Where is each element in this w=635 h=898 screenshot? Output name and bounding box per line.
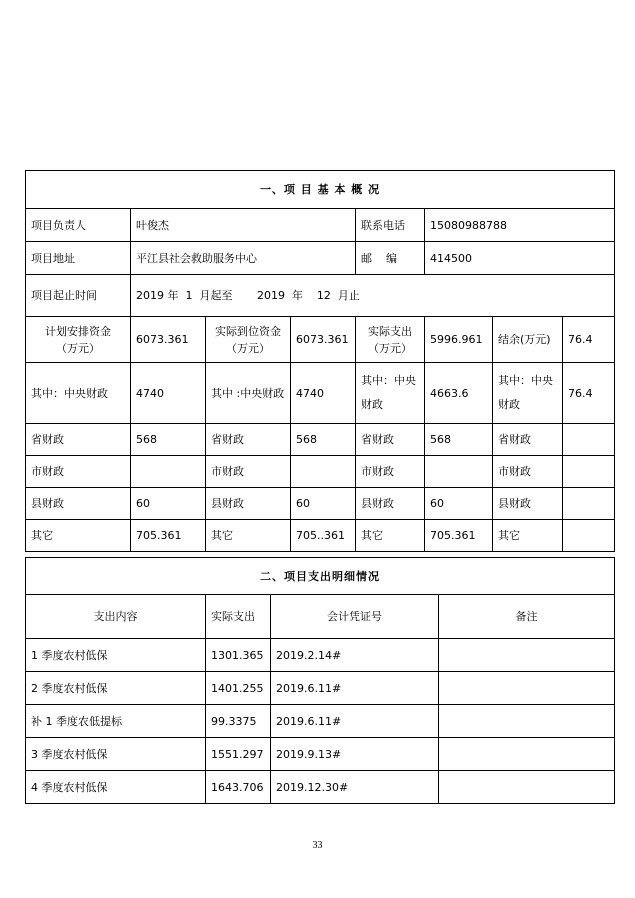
county-label: 县财政 [26, 488, 131, 520]
period-label: 项目起止时间 [26, 275, 131, 317]
spent-label-line1: 实际支出 [368, 324, 412, 338]
county-spent: 60 [425, 488, 493, 520]
city-balance [563, 456, 615, 488]
city-label: 市财政 [26, 456, 131, 488]
row-amount: 99.3375 [206, 705, 271, 738]
spent-label-line2: （万元） [368, 341, 412, 355]
page-number: 33 [312, 840, 323, 851]
row-amount: 1643.706 [206, 771, 271, 804]
province-spent: 568 [425, 424, 493, 456]
row-content: 2 季度农村低保 [26, 672, 206, 705]
row-content: 1 季度农村低保 [26, 639, 206, 672]
row-voucher: 2019.12.30# [271, 771, 439, 804]
row-content: 补 1 季度农低提标 [26, 705, 206, 738]
header-remark: 备注 [439, 595, 615, 639]
row-voucher: 2019.6.11# [271, 705, 439, 738]
province-spent-label: 省财政 [356, 424, 425, 456]
plan-label [26, 317, 131, 363]
city-arrived-label: 市财政 [206, 456, 291, 488]
address-label: 项目地址 [26, 242, 131, 275]
table-row [26, 771, 615, 804]
central-arrived-label: 其中 :中央财政 [206, 363, 291, 424]
period-value: 2019 年 1 月起至 2019 年 12 月止 [131, 275, 615, 317]
expenditure-detail-table [25, 557, 615, 804]
arrived-label-line1: 实际到位资金 [215, 324, 281, 338]
central-spent-label-line1: 其中：中央 [361, 374, 416, 387]
other-arrived-label: 其它 [206, 520, 291, 552]
city-arrived [291, 456, 356, 488]
county-arrived-label: 县财政 [206, 488, 291, 520]
province-arrived-label: 省财政 [206, 424, 291, 456]
province-arrived: 568 [291, 424, 356, 456]
postcode-value: 414500 [425, 242, 615, 275]
plan-label-line1: 计划安排资金 [45, 324, 111, 338]
other-spent-label: 其它 [356, 520, 425, 552]
leader-value: 叶俊杰 [131, 209, 356, 242]
other-balance [563, 520, 615, 552]
central-balance-label-line2: 财政 [498, 398, 520, 411]
city-spent [425, 456, 493, 488]
other-balance-label: 其它 [493, 520, 563, 552]
city-spent-label: 市财政 [356, 456, 425, 488]
central-plan: 4740 [131, 363, 206, 424]
county-arrived: 60 [291, 488, 356, 520]
header-content: 支出内容 [26, 595, 206, 639]
row-voucher: 2019.6.11# [271, 672, 439, 705]
central-label: 其中：中央财政 [26, 363, 131, 424]
county-balance-label: 县财政 [493, 488, 563, 520]
province-balance [563, 424, 615, 456]
plan-label-line2: （万元） [56, 341, 100, 355]
table-row [26, 672, 615, 705]
other-spent: 705.361 [425, 520, 493, 552]
central-balance-label-line1: 其中：中央 [498, 374, 553, 387]
other-label: 其它 [26, 520, 131, 552]
table-row [26, 639, 615, 672]
city-plan [131, 456, 206, 488]
province-label: 省财政 [26, 424, 131, 456]
province-plan: 568 [131, 424, 206, 456]
phone-label: 联系电话 [356, 209, 425, 242]
leader-label: 项目负责人 [26, 209, 131, 242]
table-row [26, 705, 615, 738]
row-voucher: 2019.9.13# [271, 738, 439, 771]
central-arrived: 4740 [291, 363, 356, 424]
row-content: 3 季度农村低保 [26, 738, 206, 771]
row-remark [439, 639, 615, 672]
row-amount: 1301.365 [206, 639, 271, 672]
row-remark [439, 672, 615, 705]
county-spent-label: 县财政 [356, 488, 425, 520]
row-amount: 1401.255 [206, 672, 271, 705]
table-row [26, 738, 615, 771]
county-balance [563, 488, 615, 520]
central-balance-label [493, 363, 563, 424]
row-remark [439, 771, 615, 804]
row-amount: 1551.297 [206, 738, 271, 771]
section2-title: 二、项目支出明细情况 [26, 558, 615, 595]
phone-value: 15080988788 [425, 209, 615, 242]
balance-value: 76.4 [563, 317, 615, 363]
spent-label [356, 317, 425, 363]
basic-info-table [25, 170, 615, 552]
row-remark [439, 705, 615, 738]
arrived-label [206, 317, 291, 363]
row-content: 4 季度农村低保 [26, 771, 206, 804]
header-voucher: 会计凭证号 [271, 595, 439, 639]
plan-value: 6073.361 [131, 317, 206, 363]
arrived-value: 6073.361 [291, 317, 356, 363]
other-plan: 705.361 [131, 520, 206, 552]
spent-value: 5996.961 [425, 317, 493, 363]
city-balance-label: 市财政 [493, 456, 563, 488]
central-spent: 4663.6 [425, 363, 493, 424]
address-value: 平江县社会救助服务中心 [131, 242, 356, 275]
central-spent-label-line2: 财政 [361, 398, 383, 411]
row-remark [439, 738, 615, 771]
arrived-label-line2: （万元） [226, 341, 270, 355]
postcode-label: 邮 编 [356, 242, 425, 275]
row-voucher: 2019.2.14# [271, 639, 439, 672]
central-balance: 76.4 [563, 363, 615, 424]
province-balance-label: 省财政 [493, 424, 563, 456]
central-spent-label [356, 363, 425, 424]
balance-label: 结余(万元) [493, 317, 563, 363]
county-plan: 60 [131, 488, 206, 520]
section1-title: 一、项 目 基 本 概 况 [26, 171, 615, 209]
other-arrived: 705..361 [291, 520, 356, 552]
header-amount: 实际支出 [206, 595, 271, 639]
